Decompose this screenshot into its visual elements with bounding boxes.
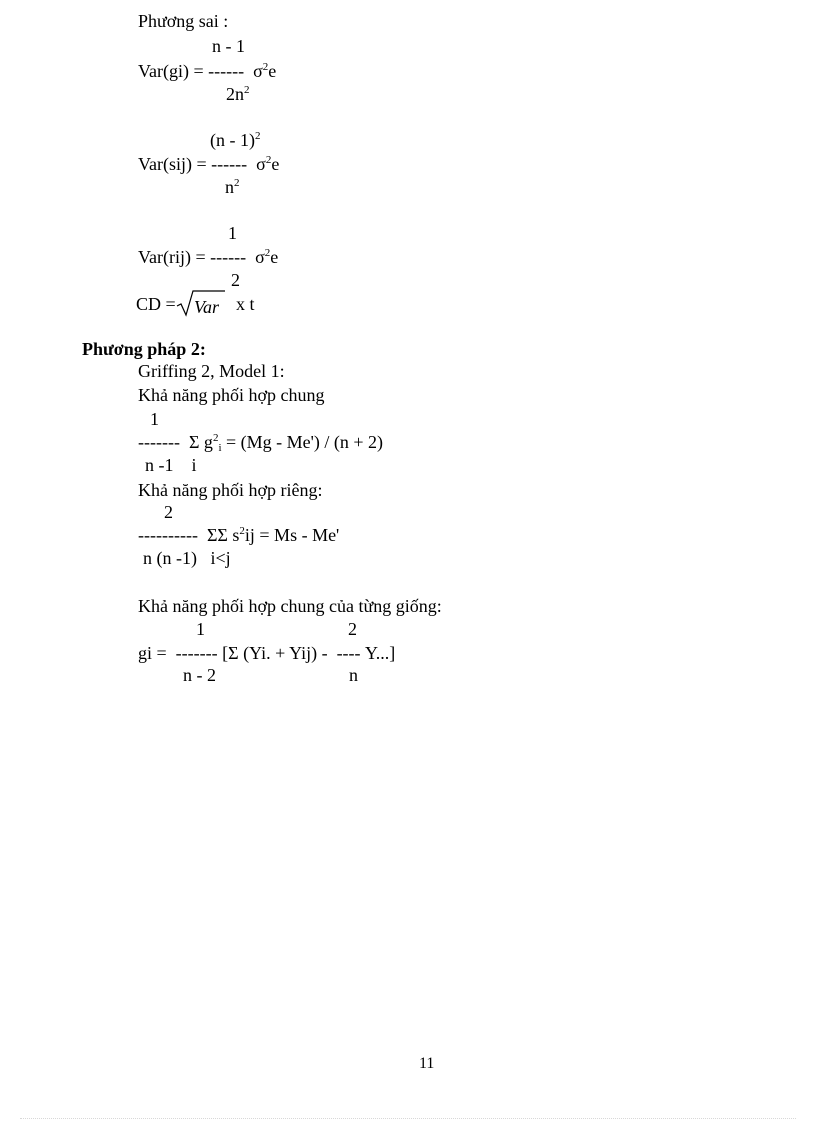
var-sij-numerator: (n - 1)$^2$: [210, 130, 261, 150]
gca-formula: ------- Σ $g^2i = (Mg - Me') / (n + 2)$: [138, 432, 384, 454]
gca-title: Khả năng phối hợp chung: [138, 385, 325, 405]
sca-title: Khả năng phối hợp riêng:: [138, 480, 323, 500]
var-rij-denominator: 2: [231, 270, 240, 290]
model-line: Griffing 2, Model 1:: [138, 361, 285, 381]
gi-formula: gi = ------- [Σ (Yi. + Yij) - ---- Y...]: [138, 643, 396, 663]
gi-numerator-2: 2: [348, 619, 357, 639]
page-bottom-divider: [20, 1118, 796, 1119]
gi-title: Khả năng phối hợp chung của từng giống:: [138, 596, 442, 616]
cd-radicand: Var: [194, 297, 220, 317]
gi-numerator-1: 1: [196, 619, 205, 639]
var-gi-numerator: n - 1: [212, 36, 245, 56]
page-number: 11: [419, 1055, 435, 1072]
var-rij-formula: Var(rij) = ------ $\sigma^2e$: [138, 247, 279, 267]
gi-denominator-1: n - 2: [183, 665, 216, 685]
sca-denominator: n (n -1) i<j: [143, 548, 231, 568]
gi-denominator-2: n: [349, 665, 358, 685]
var-sij-denominator: $n^2$: [225, 177, 240, 197]
gca-denominator: n -1 i: [145, 455, 197, 475]
variance-title: Phương sai :: [138, 11, 229, 31]
var-rij-numerator: 1: [228, 223, 237, 243]
gca-numerator: 1: [150, 409, 159, 429]
var-gi-denominator: $2n^2$: [226, 84, 250, 104]
cd-lhs: CD =: [136, 294, 176, 314]
method2-heading: Phương pháp 2:: [82, 339, 206, 359]
var-sij-formula: Var(sij) = ------ $\sigma^2e$: [138, 154, 280, 174]
var-gi-formula: Var(gi) = ------ $\sigma^2e$: [138, 61, 277, 81]
cd-rhs: x t: [236, 294, 255, 314]
sca-formula: ---------- ΣΣ $s^2ij = Ms - Me'$: [138, 525, 340, 545]
sca-numerator: 2: [164, 502, 173, 522]
